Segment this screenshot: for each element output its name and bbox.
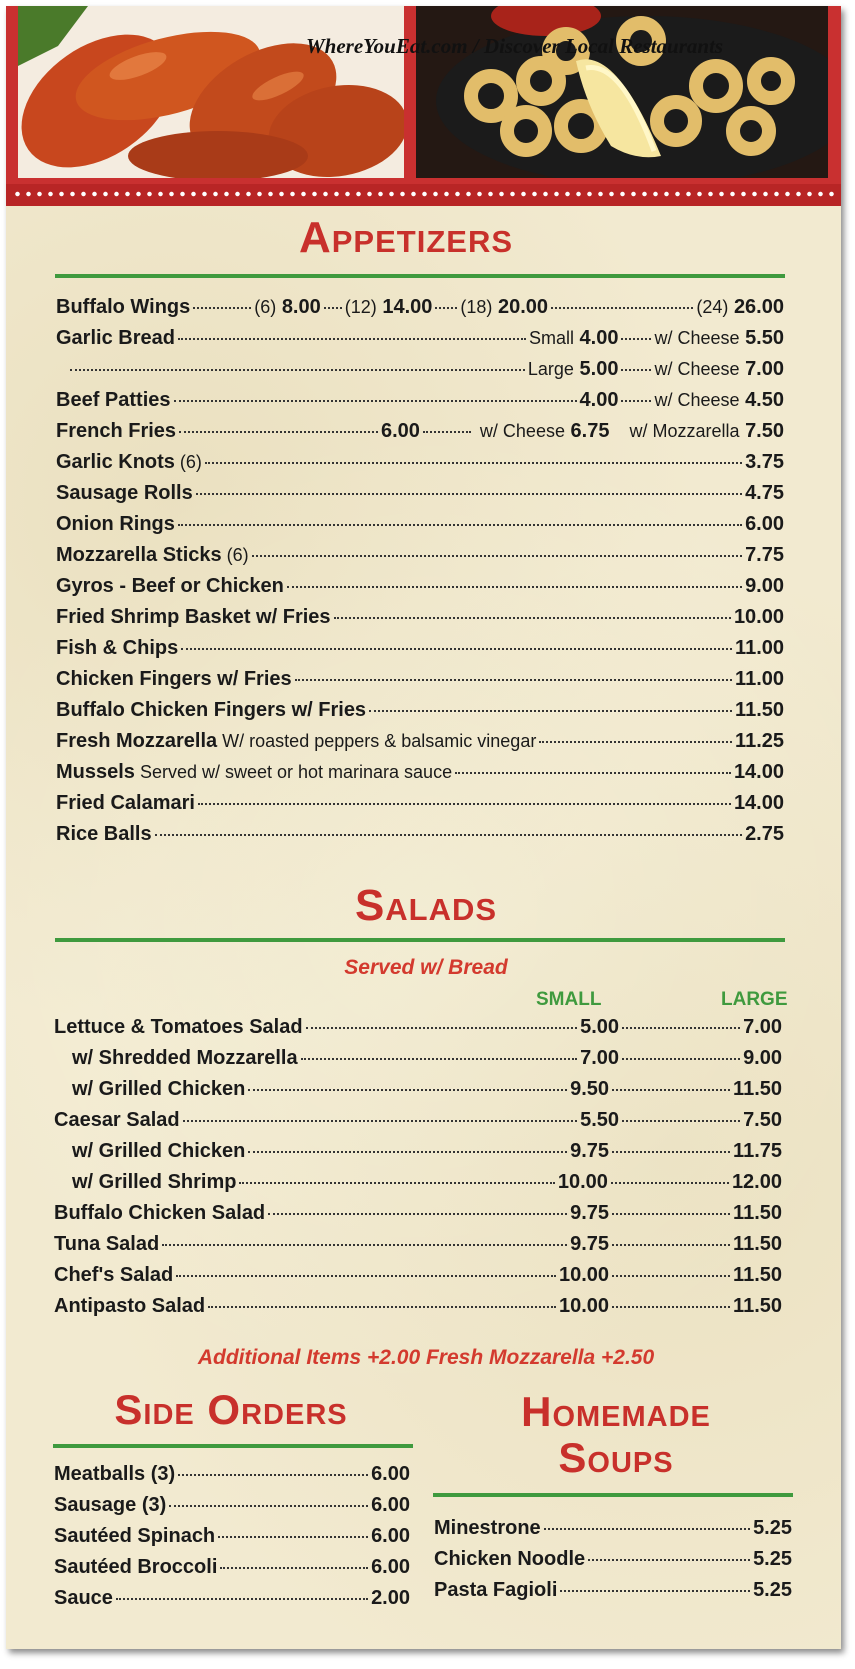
cheese-price: 5.50	[745, 327, 784, 349]
menu-item	[434, 1517, 792, 1548]
menu-item	[56, 792, 784, 823]
menu-item	[54, 1264, 782, 1295]
item-name: w/ Grilled Shrimp	[72, 1171, 237, 1193]
menu-item	[54, 1233, 782, 1264]
item-name: Fish & Chips	[56, 637, 179, 659]
size-label: Small	[528, 328, 574, 348]
item-name: Fried Shrimp Basket w/ Fries	[56, 606, 331, 628]
menu-item	[54, 1494, 410, 1525]
menu-item	[54, 1587, 410, 1618]
size-label: (24)	[696, 297, 729, 317]
item-name: Chef's Salad	[54, 1264, 174, 1286]
large-price: 7.00	[743, 1016, 782, 1038]
large-price: 11.75	[733, 1140, 782, 1162]
item-name: Gyros - Beef or Chicken	[56, 575, 284, 597]
item-desc: (6)	[226, 545, 249, 565]
item-price: 5.25	[753, 1579, 792, 1601]
item-name: Sautéed Broccoli	[54, 1556, 218, 1578]
item-price: 4.00	[579, 389, 619, 411]
mozzarella-label: w/ Mozzarella	[629, 421, 740, 441]
menu-item	[54, 1525, 410, 1556]
small-price: 9.75	[570, 1202, 610, 1224]
small-price: 10.00	[558, 1295, 610, 1317]
large-price: 11.50	[733, 1264, 782, 1286]
menu-item	[56, 296, 784, 327]
appetizers-list	[56, 296, 784, 854]
item-name: Pasta Fagioli	[434, 1579, 558, 1601]
item-name: Garlic Knots	[56, 451, 175, 473]
item-desc: Served w/ sweet or hot marinara sauce	[139, 762, 453, 782]
menu-item	[56, 389, 784, 420]
menu-item	[56, 575, 784, 606]
menu-item	[56, 513, 784, 544]
small-price: 5.00	[580, 1016, 620, 1038]
small-price: 10.00	[557, 1171, 608, 1193]
additional-items-note: Additional Items +2.00 Fresh Mozzarella +2.50	[197, 1346, 655, 1369]
menu-item	[54, 1202, 782, 1233]
menu-item	[54, 1171, 782, 1202]
item-price: 2.75	[745, 823, 784, 845]
item-desc: (6)	[179, 452, 202, 472]
salads-title: Salads	[354, 881, 498, 930]
item-name: w/ Shredded Mozzarella	[72, 1047, 298, 1069]
menu-item	[434, 1579, 792, 1610]
small-price: 7.00	[580, 1047, 620, 1069]
item-price: 20.00	[497, 296, 549, 318]
menu-item	[56, 699, 784, 730]
cheese-label: w/ Cheese	[654, 390, 740, 410]
cheese-price: 7.00	[745, 358, 784, 380]
item-price: 5.25	[753, 1548, 792, 1570]
menu-item	[56, 637, 784, 668]
item-name: Fried Calamari	[56, 792, 195, 814]
large-price: 11.50	[733, 1202, 782, 1224]
mozzarella-price: 7.50	[745, 420, 784, 442]
item-price: 10.00	[733, 606, 784, 628]
item-name: Sausage (3)	[54, 1494, 167, 1516]
photo-banner	[6, 6, 841, 206]
item-name: Sauce	[54, 1587, 113, 1609]
menu-item	[434, 1548, 792, 1579]
large-price: 11.50	[733, 1295, 782, 1317]
large-price: 7.50	[743, 1109, 782, 1131]
salads-rule	[55, 938, 785, 942]
item-price: 6.00	[380, 420, 420, 442]
site-watermark: WhereYouEat.com / Discover Local Restaurants	[306, 34, 724, 58]
item-price: 4.00	[579, 327, 619, 349]
item-name: Sausage Rolls	[56, 482, 193, 504]
menu-item	[54, 1078, 782, 1109]
item-name: w/ Grilled Chicken	[72, 1078, 246, 1100]
appetizers-rule	[55, 274, 785, 278]
size-label: Large	[527, 359, 574, 379]
item-name: Buffalo Chicken Salad	[54, 1202, 266, 1224]
item-name: Lettuce & Tomatoes Salad	[54, 1016, 303, 1038]
item-name: Caesar Salad	[54, 1109, 180, 1131]
menu-item	[56, 327, 784, 358]
menu-item	[54, 1463, 410, 1494]
menu-item	[54, 1047, 782, 1078]
size-label: (6)	[254, 297, 277, 317]
item-price: 9.00	[745, 575, 784, 597]
item-name: French Fries	[56, 420, 177, 442]
item-name: Onion Rings	[56, 513, 175, 535]
menu-item	[56, 668, 784, 699]
item-desc: W/ roasted peppers & balsamic vinegar	[222, 731, 537, 751]
item-name: Antipasto Salad	[54, 1295, 206, 1317]
menu-item	[54, 1109, 782, 1140]
item-name: Buffalo Chicken Fingers w/ Fries	[56, 699, 367, 721]
side-orders-list	[54, 1463, 410, 1618]
menu-item	[56, 823, 784, 854]
soups-title-line2: Soups	[558, 1434, 674, 1481]
item-name: Rice Balls	[56, 823, 152, 845]
menu-item	[56, 544, 784, 575]
large-price: 9.00	[743, 1047, 782, 1069]
soups-rule	[433, 1493, 793, 1497]
large-price: 12.00	[731, 1171, 782, 1193]
item-name: Chicken Noodle	[434, 1548, 586, 1570]
menu-item	[56, 730, 784, 761]
large-price: 11.50	[733, 1233, 782, 1255]
item-price: 3.75	[745, 451, 784, 473]
size-label: (12)	[344, 297, 377, 317]
size-label: (18)	[460, 297, 493, 317]
cheese-price: 4.50	[745, 389, 784, 411]
side-orders-rule	[53, 1444, 413, 1448]
item-price: 6.00	[371, 1463, 410, 1485]
item-price: 6.00	[371, 1525, 410, 1547]
item-price: 14.00	[382, 296, 433, 318]
item-price: 2.00	[371, 1587, 410, 1609]
small-price: 9.50	[570, 1078, 610, 1100]
item-price: 14.00	[733, 792, 784, 814]
item-name: w/ Grilled Chicken	[72, 1140, 246, 1162]
item-price: 6.00	[371, 1494, 410, 1516]
menu-item	[56, 358, 784, 389]
item-name: Minestrone	[434, 1517, 541, 1539]
menu-item	[56, 420, 784, 451]
fried-calamari-photo	[416, 6, 828, 178]
item-name: Mussels	[56, 761, 135, 783]
appetizers-title: Appetizers	[298, 213, 514, 262]
item-name: Buffalo Wings	[56, 296, 191, 318]
col-small-header: SMALL	[536, 989, 602, 1010]
cheese-price: 6.75	[570, 420, 610, 442]
item-name: Tuna Salad	[54, 1233, 160, 1255]
small-price: 9.75	[570, 1233, 610, 1255]
item-price: 8.00	[281, 296, 321, 318]
item-name: Meatballs (3)	[54, 1463, 176, 1485]
menu-item	[54, 1556, 410, 1587]
item-name: Mozzarella Sticks	[56, 544, 222, 566]
menu-page	[6, 6, 841, 1649]
menu-item	[54, 1016, 782, 1047]
item-price: 5.25	[753, 1517, 792, 1539]
item-price: 26.00	[733, 296, 784, 318]
item-name: Beef Patties	[56, 389, 171, 411]
menu-item	[54, 1295, 782, 1326]
menu-item	[54, 1140, 782, 1171]
item-price: 4.75	[745, 482, 784, 504]
item-price: 5.00	[579, 358, 619, 380]
menu-item	[56, 451, 784, 482]
item-name: Chicken Fingers w/ Fries	[56, 668, 292, 690]
small-price: 10.00	[558, 1264, 610, 1286]
salads-subtitle: Served w/ Bread	[344, 956, 508, 979]
menu-item	[56, 482, 784, 513]
dotted-border	[6, 184, 841, 206]
item-name: Garlic Bread	[56, 327, 175, 349]
large-price: 11.50	[733, 1078, 782, 1100]
small-price: 9.75	[570, 1140, 610, 1162]
item-price: 11.25	[735, 730, 784, 752]
item-name: Sautéed Spinach	[54, 1525, 216, 1547]
item-name: Fresh Mozzarella	[56, 730, 218, 752]
item-price: 11.00	[735, 668, 784, 690]
col-large-header: LARGE	[721, 989, 788, 1010]
buffalo-wings-photo	[18, 6, 404, 178]
soups-list	[434, 1517, 792, 1610]
cheese-label: w/ Cheese	[654, 328, 740, 348]
soups-title-line1: Homemade	[521, 1388, 711, 1435]
item-price: 7.75	[745, 544, 784, 566]
salads-list	[54, 1016, 782, 1326]
item-price: 11.50	[735, 699, 784, 721]
item-price: 11.00	[735, 637, 784, 659]
item-price: 6.00	[371, 1556, 410, 1578]
item-price: 14.00	[733, 761, 784, 783]
side-orders-title: Side Orders	[114, 1386, 348, 1433]
menu-item	[56, 606, 784, 637]
menu-item	[56, 761, 784, 792]
item-price: 6.00	[745, 513, 784, 535]
cheese-label: w/ Cheese	[654, 359, 740, 379]
cheese-label: w/ Cheese	[479, 421, 565, 441]
small-price: 5.50	[580, 1109, 620, 1131]
